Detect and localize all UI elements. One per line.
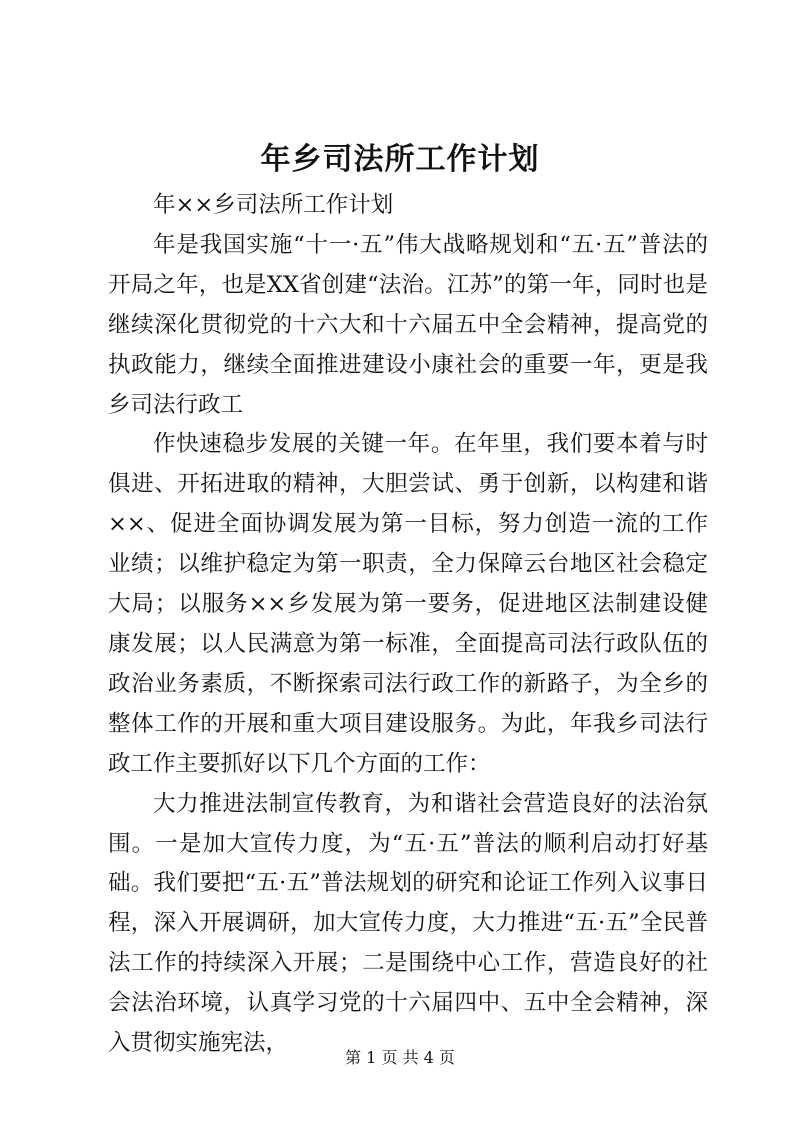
paragraph-legal-education: 大力推进法制宣传教育，为和谐社会营造良好的法治氛围。一是加大宣传力度，为“五·五”普法的顺利启动打好基础。我们要把“五·五”普法规划的研究和论证工作列入议事日程，深入开展调研，加大宣传力度，大力推进“五·五”全民普法工作的持续深入开展；二是围绕中心工作，营造良好的社会法治环境，认真学习党的十六届四中、五中全会精神，深入贯彻实施宪法， bbox=[108, 790, 708, 1057]
paragraph-intro: 年是我国实施“十一·五”伟大战略规划和“五·五”普法的开局之年，也是XX省创建“法治。江苏”的第一年，同时也是继续深化贯彻党的十六大和十六届五中全会精神，提高党的执政能力，继续全面推进建设小康社会的重要一年，更是我乡司法行政工 bbox=[108, 231, 708, 418]
document-title: 年乡司法所工作计划 bbox=[260, 142, 540, 177]
page-number-footer: 第 1 页 共 4 页 bbox=[345, 1048, 455, 1067]
document-body bbox=[108, 186, 708, 1064]
paragraph-subtitle: 年××乡司法所工作计划 bbox=[153, 192, 394, 218]
paragraph-goals: 作快速稳步发展的关键一年。在年里，我们要本着与时俱进、开拓进取的精神，大胆尝试、勇于创新，以构建和谐××、促进全面协调发展为第一目标，努力创造一流的工作业绩；以维护稳定为第一职责，全力保障云台地区社会稳定大局；以服务××乡发展为第一要务，促进地区法制建设健康发展；以人民满意为第一标准，全面提高司法行政队伍的政治业务素质，不断探索司法行政工作的新路子，为全乡的整体工作的开展和重大项目建设服务。为此，年我乡司法行政工作主要抓好以下几个方面的工作： bbox=[108, 431, 708, 777]
